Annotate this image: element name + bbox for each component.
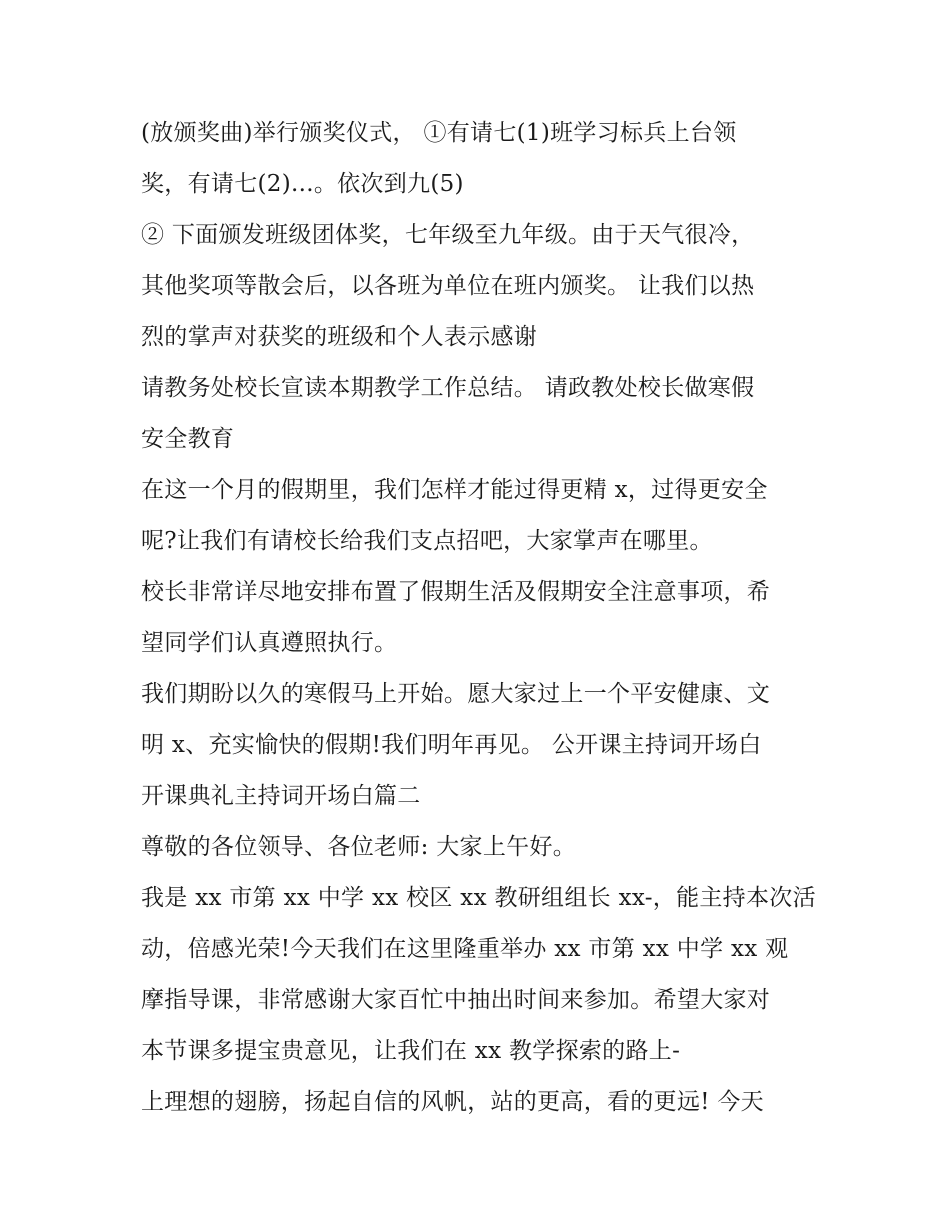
text-line: 其他奖项等散会后，以各班为单位在班内颁奖。 让我们以热: [141, 273, 755, 299]
text-line: 摩指导课，非常感谢大家百忙中抽出时间来参加。希望大家对: [141, 987, 771, 1013]
text-line: 奖，有请七(2)...。依次到九(5): [141, 171, 464, 197]
text-line: 校长非常详尽地安排布置了假期生活及假期安全注意事项，希: [141, 579, 771, 605]
text-line: 请教务处校长宣读本期教学工作总结。 请政教处校长做寒假: [141, 375, 755, 401]
text-line: 呢?让我们有请校长给我们支点招吧，大家掌声在哪里。: [141, 528, 713, 554]
text-line: 开课典礼主持词开场白篇二: [141, 783, 421, 809]
text-line: ② 下面颁发班级团体奖，七年级至九年级。由于天气很冷，: [141, 222, 755, 248]
text-line: 动，倍感光荣!今天我们在这里隆重举办 xx 市第 xx 中学 xx 观: [141, 936, 789, 962]
text-line: 上理想的翅膀，扬起自信的风帆，站的更高，看的更远! 今天: [141, 1089, 764, 1115]
text-line: 明 x、充实愉快的假期!我们明年再见。 公开课主持词开场白: [141, 732, 762, 758]
text-line: 望同学们认真遵照执行。: [141, 630, 398, 656]
text-line: 在这一个月的假期里，我们怎样才能过得更精 x，过得更安全: [141, 477, 768, 503]
text-line: 安全教育: [141, 426, 235, 452]
document-body: [141, 108, 821, 1128]
text-line: 本节课多提宝贵意见，让我们在 xx 教学探索的路上-: [141, 1038, 681, 1064]
text-line: 烈的掌声对获奖的班级和个人表示感谢: [141, 324, 538, 350]
text-line: 尊敬的各位领导、各位老师: 大家上午好。: [141, 834, 577, 860]
text-line: 我是 xx 市第 xx 中学 xx 校区 xx 教研组组长 xx-，能主持本次活: [141, 885, 816, 911]
text-line: (放颁奖曲)举行颁奖仪式， ①有请七(1)班学习标兵上台领: [141, 120, 737, 146]
text-line: 我们期盼以久的寒假马上开始。愿大家过上一个平安健康、文: [141, 681, 771, 707]
